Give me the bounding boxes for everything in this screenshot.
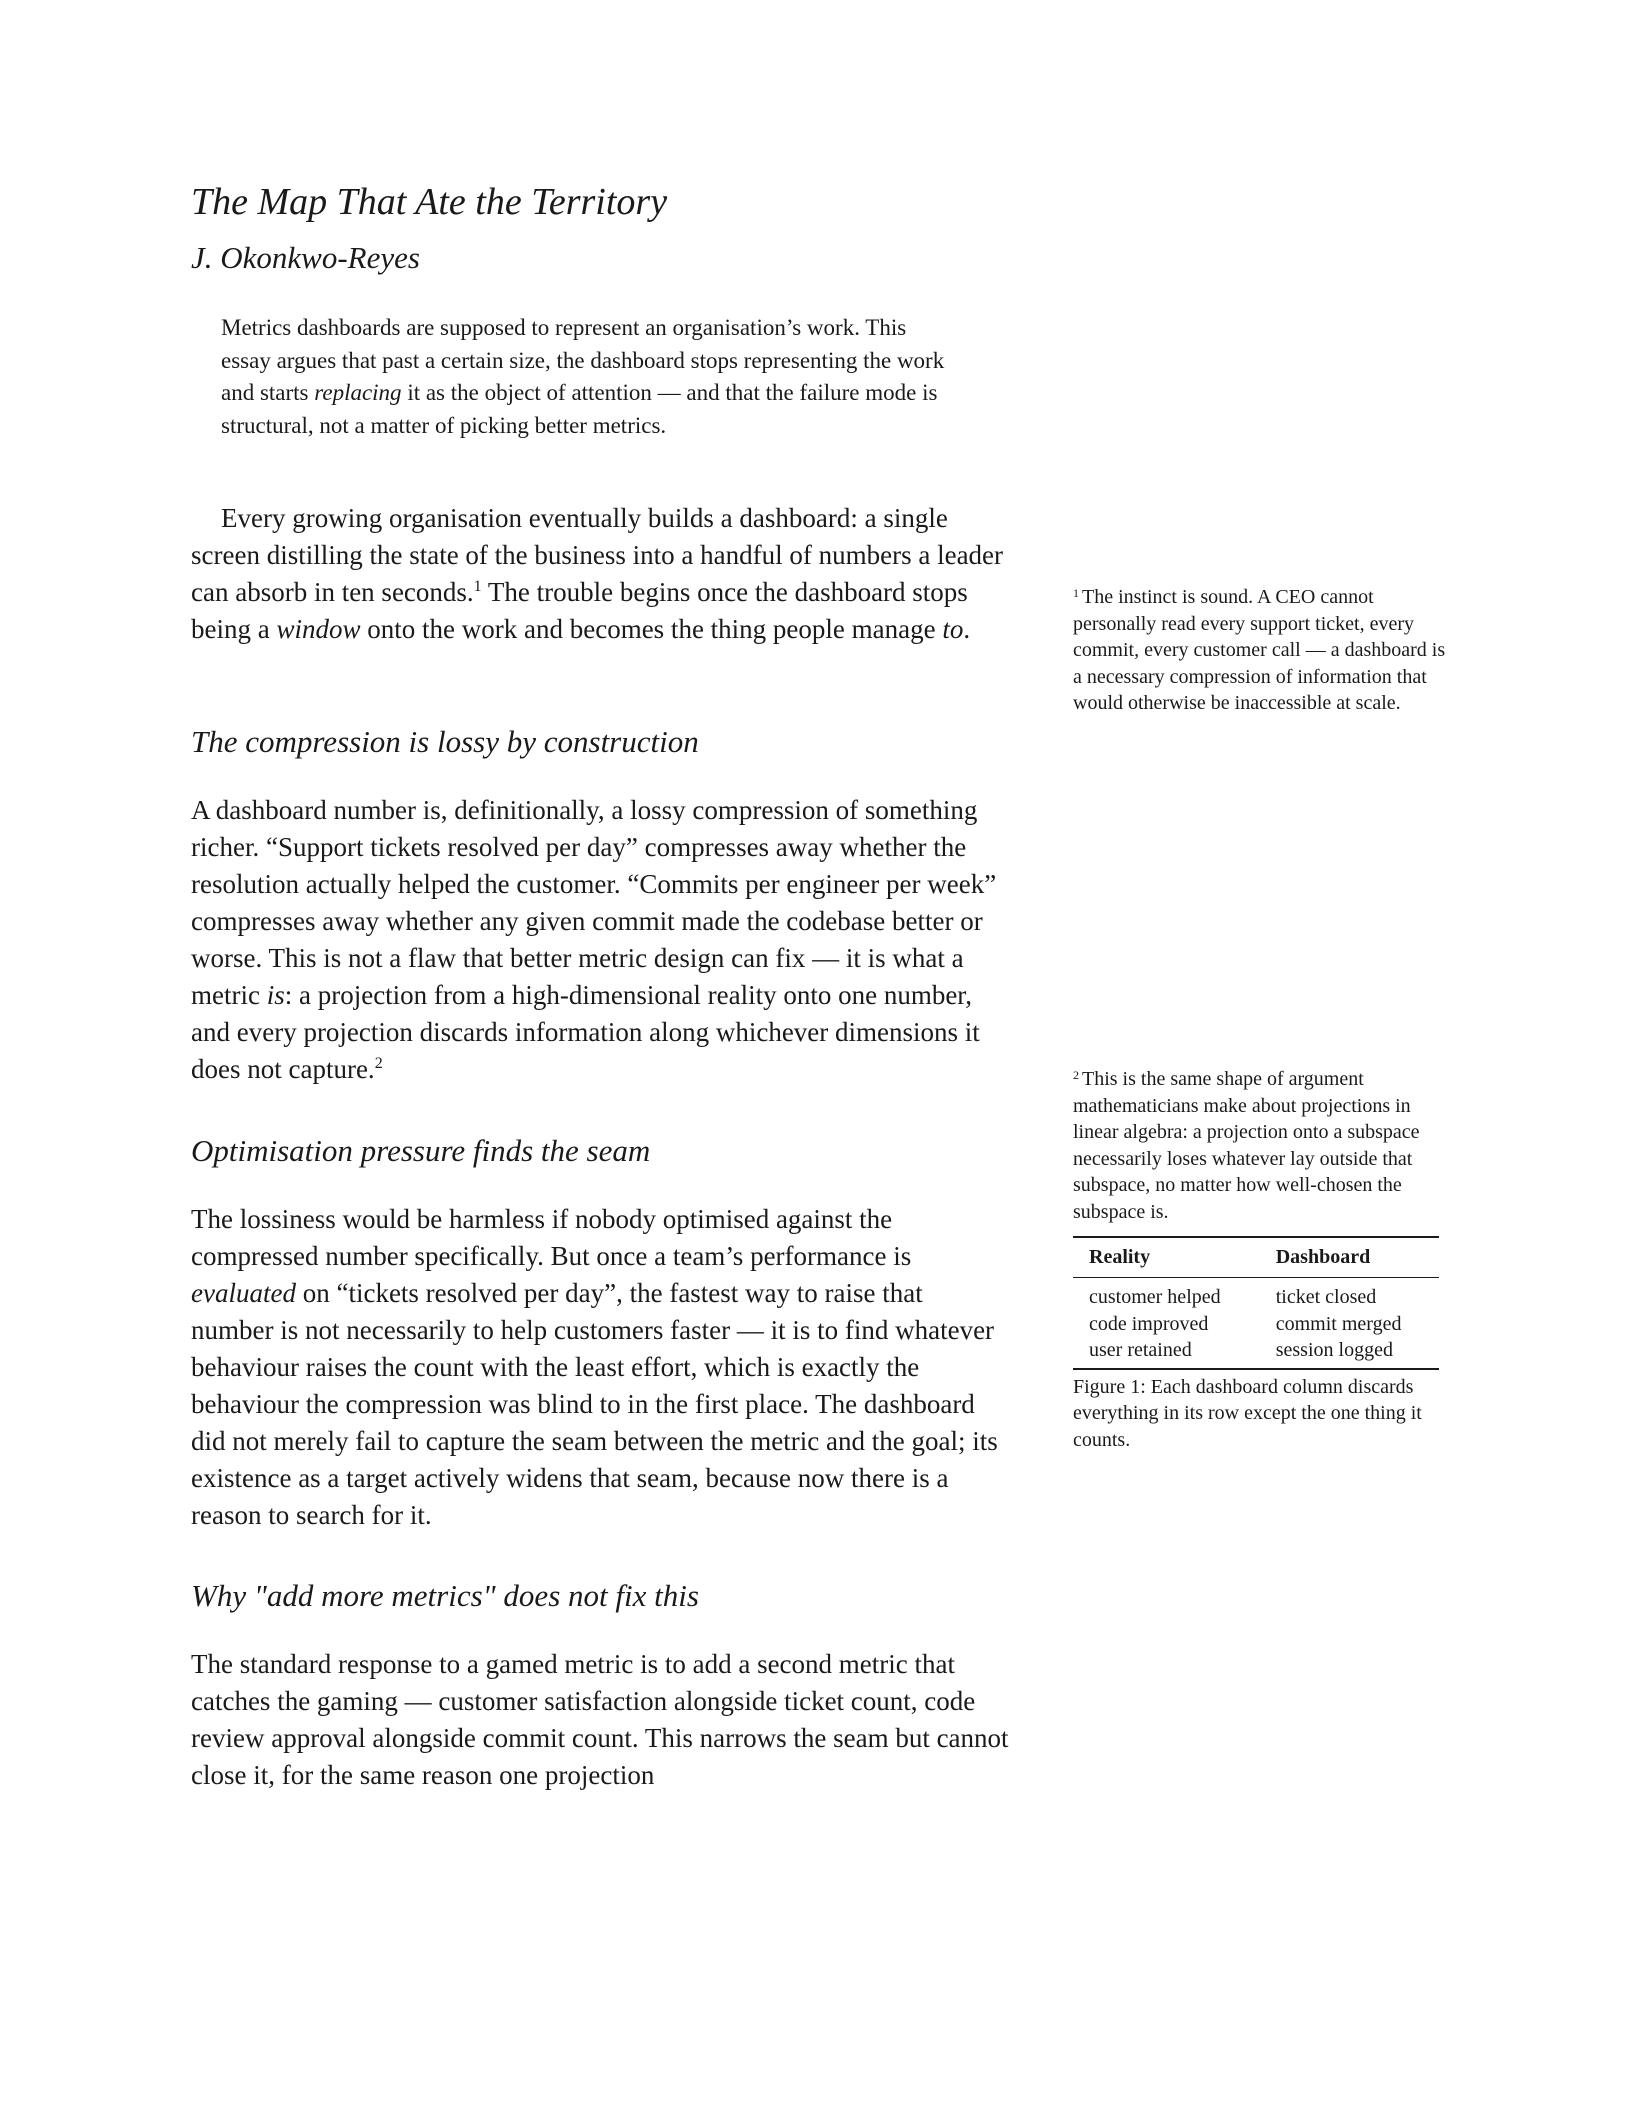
sidenote-2-number: 2 — [1073, 1068, 1079, 1082]
section-heading-compression: The compression is lossy by construction — [191, 724, 699, 759]
section2-emphasis: evaluated — [191, 1278, 296, 1308]
intro-emphasis-window: window — [276, 614, 361, 644]
paper-author: J. Okonkwo-Reyes — [191, 240, 420, 275]
sidenote-2 — [1073, 1062, 1453, 1225]
intro-text-2: The trouble begins once the dashboard stops being a — [191, 577, 968, 644]
table-cell: commit merged — [1275, 1312, 1402, 1335]
sidenote-1-number: 1 — [1073, 586, 1079, 600]
table-cell: code improved — [1089, 1312, 1209, 1335]
intro-text-4: . — [963, 614, 971, 644]
section-paragraph-compression — [191, 792, 1011, 1088]
table-cell: session logged — [1260, 1337, 1439, 1369]
sidenote-1-text: The instinct is sound. A CEO cannot personally read every support ticket, every commit, every customer call — a dashboard is a necessary compression of information that would otherwise be inaccessible at scale. — [1073, 586, 1446, 714]
abstract — [221, 312, 961, 442]
section2-text-1: The lossiness would be harmless if nobody optimised against the compressed number specifically. But once a team’s performance is — [191, 1204, 912, 1271]
intro-paragraph — [191, 500, 1011, 648]
footnote-ref-1[interactable]: 1 — [473, 578, 482, 595]
paper-title: The Map That Ate the Territory — [191, 181, 668, 223]
section3-text-1: The standard response to a gamed metric is to add a second metric that catches the gaming — customer satisfaction alongside ticket count, code review approval alongside commit count. This narrows the seam but cannot close it, for the same reason one projection — [191, 1649, 1009, 1790]
intro-text-1: Every growing organisation eventually builds a dashboard: a single screen distilling the state of the business into a handful of numbers a leader can absorb in ten seconds. — [191, 503, 1004, 607]
section1-text-1: A dashboard number is, definitionally, a lossy compression of something richer. “Support tickets resolved per day” compresses away whether the resolution actually helped the customer. “Commits per engineer per week” compresses away whether any given commit made the codebase better or worse. This is not a flaw that better metric design can fix — it is what a metric — [191, 795, 997, 1010]
section-paragraph-more-metrics — [191, 1646, 1011, 1794]
section1-text-2: : a projection from a high-dimensional reality onto one number, and every projection discards information along whichever dimensions it does not capture. — [191, 980, 980, 1084]
footnote-ref-2[interactable]: 2 — [374, 1055, 383, 1072]
abstract-text-1: Metrics dashboards are supposed to represent an organisation’s work. This essay argues that past a certain size, the dashboard stops representing the work and starts — [221, 315, 945, 405]
figure-1 — [1073, 1236, 1439, 1453]
section-paragraph-optimisation — [191, 1201, 1011, 1534]
column-header-reality: Reality — [1073, 1237, 1260, 1278]
column-header-dashboard: Dashboard — [1260, 1237, 1439, 1278]
table-cell: customer helped — [1089, 1286, 1221, 1308]
table-cell: user retained — [1073, 1337, 1260, 1369]
abstract-emphasis: replacing — [314, 380, 402, 405]
table-row — [1073, 1278, 1439, 1311]
comparison-table — [1073, 1236, 1439, 1370]
sidenote-2-text: This is the same shape of argument mathematicians make about projections in linear algebra: a projection onto a subspace necessarily loses whatever lay outside that subspace, no matter how well-chosen the subspace is. — [1073, 1068, 1420, 1223]
sidenote-1 — [1073, 580, 1453, 717]
table-cell: ticket closed — [1275, 1286, 1377, 1308]
intro-emphasis-to: to — [942, 614, 964, 644]
section-heading-optimisation: Optimisation pressure finds the seam — [191, 1133, 651, 1168]
figure-caption: Figure 1: Each dashboard column discards everything in its row except the one thing it counts. — [1073, 1375, 1422, 1451]
abstract-text-2: it as the object of attention — and that the failure mode is structural, not a matter of picking better metrics. — [221, 380, 938, 438]
section2-text-2: on “tickets resolved per day”, the fastest way to raise that number is not necessarily to help customers faster — it is to find whatever behaviour raises the count with the least effort, which is exactly the behaviour the compression was blind to in the first place. The dashboard did not merely fail to capture the seam between the metric and the goal; its existence as a target actively widens that seam, because now there is a reason to search for it. — [191, 1278, 998, 1530]
table-row — [1073, 1311, 1439, 1338]
table-row — [1073, 1337, 1439, 1369]
table-header-row — [1073, 1237, 1439, 1278]
section-heading-more-metrics: Why "add more metrics" does not fix this — [191, 1578, 699, 1613]
intro-text-3: onto the work and becomes the thing people manage — [360, 614, 943, 644]
section1-emphasis: is — [266, 980, 285, 1010]
